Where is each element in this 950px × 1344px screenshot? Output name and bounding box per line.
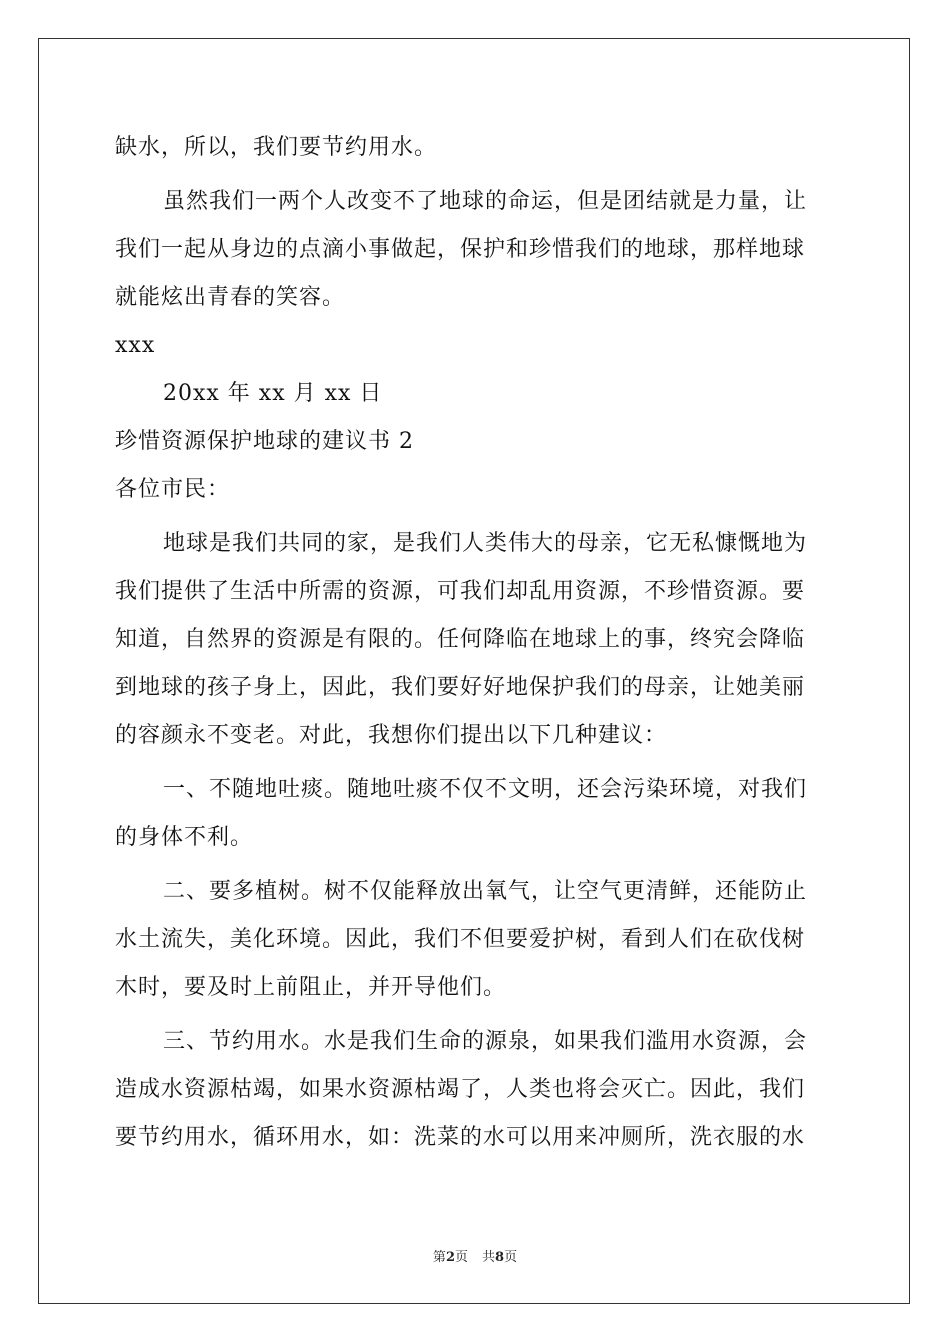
signature-name: xxx (115, 333, 156, 358)
page-footer (0, 1246, 950, 1265)
total-suffix: 页 (504, 1250, 518, 1265)
text-line: 水土流失，美化环境。因此，我们不但要爱护树，看到人们在砍伐树 (115, 927, 806, 952)
text-line: 二、要多植树。树不仅能释放出氧气，让空气更清鲜，还能防止 (163, 879, 808, 904)
page-suffix: 页 (454, 1250, 468, 1265)
text-line: 木时，要及时上前阻止，并开导他们。 (115, 975, 507, 1000)
text-line: 到地球的孩子身上，因此，我们要好好地保护我们的母亲，让她美丽 (115, 675, 806, 700)
text-line: 就能炫出青春的笑容。 (115, 285, 346, 310)
text-line: 一、不随地吐痰。随地吐痰不仅不文明，还会污染环境，对我们 (163, 777, 808, 802)
page-prefix: 第 (432, 1250, 446, 1265)
salutation: 各位市民： (115, 477, 231, 502)
text-line: 我们一起从身边的点滴小事做起，保护和珍惜我们的地球，那样地球 (115, 237, 806, 262)
text-line: 的身体不利。 (115, 825, 254, 850)
signature-date: 20xx 年 xx 月 xx 日 (163, 381, 383, 406)
text-line: 的容颜永不变老。对此，我想你们提出以下几种建议： (115, 723, 668, 748)
text-line: 地球是我们共同的家，是我们人类伟大的母亲，它无私慷慨地为 (163, 531, 808, 556)
total-prefix: 共 (482, 1250, 496, 1265)
text-line: 缺水，所以，我们要节约用水。 (115, 135, 438, 160)
text-line: 我们提供了生活中所需的资源，可我们却乱用资源，不珍惜资源。要 (115, 579, 806, 604)
text-line: 造成水资源枯竭，如果水资源枯竭了，人类也将会灭亡。因此，我们 (115, 1077, 806, 1102)
page-number: 2 (445, 1250, 455, 1265)
section-title: 珍惜资源保护地球的建议书 2 (115, 429, 414, 454)
total-pages: 8 (495, 1250, 505, 1265)
text-line: 虽然我们一两个人改变不了地球的命运，但是团结就是力量，让 (163, 189, 808, 214)
text-line: 要节约用水，循环用水，如：洗菜的水可以用来冲厕所，洗衣服的水 (115, 1125, 806, 1150)
document-body (115, 124, 835, 1162)
text-line: 三、节约用水。水是我们生命的源泉，如果我们滥用水资源，会 (163, 1029, 808, 1054)
text-line: 知道，自然界的资源是有限的。任何降临在地球上的事，终究会降临 (115, 627, 806, 652)
